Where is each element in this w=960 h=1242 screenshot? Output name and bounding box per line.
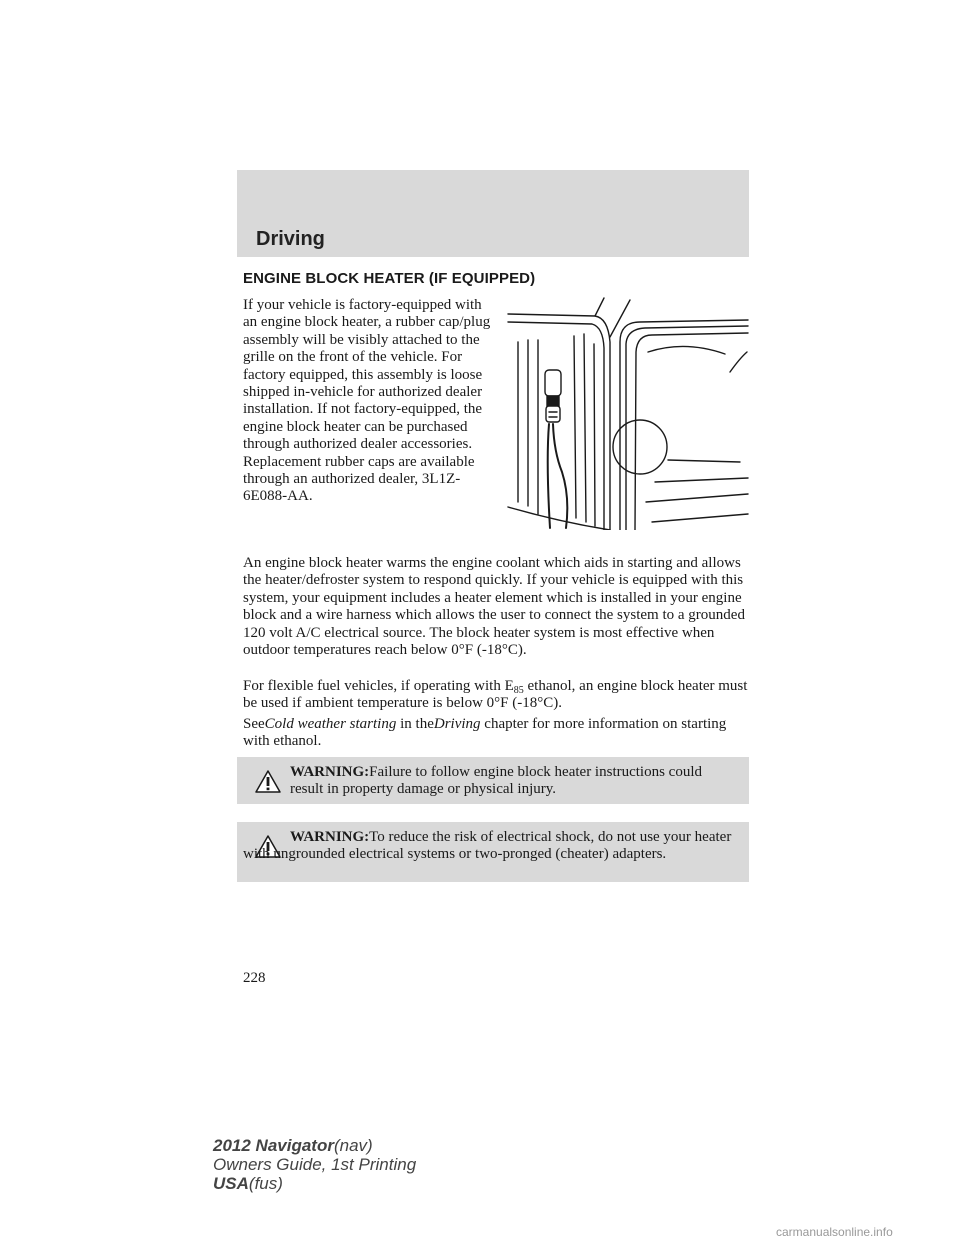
in-the-text: in the: [400, 716, 434, 732]
footer-model: 2012 Navigator: [213, 1136, 334, 1155]
print-footer: [213, 1136, 416, 1193]
footer-line-2: Owners Guide, 1st Printing: [213, 1155, 417, 1174]
see-also-paragraph: [243, 716, 749, 751]
warning-text: [243, 829, 733, 864]
driving-chapter-reference: Driving: [433, 716, 481, 732]
flex-fuel-paragraph: [243, 678, 749, 713]
watermark: carmanualsonline.info: [776, 1225, 893, 1239]
engine-block-heater-illustration: [500, 292, 750, 530]
warning-box-electrical-shock: [237, 822, 749, 882]
footer-market-code: (fus): [248, 1174, 283, 1193]
flex-fuel-text: For flexible fuel vehicles, if operating with E: [243, 678, 514, 694]
ethanol-subscript: 85: [513, 685, 524, 696]
block-heater-paragraph: An engine block heater warms the engine coolant which aids in starting and allows the heater/defroster system to respond quickly. If your vehicle is equipped with this system, your equipment includes a heater element which is installed in your engine block and a wire harness which allows the user to connect the system to a grounded 120 volt A/C electrical source. The block heater system is most effective when outdoor temperatures reach below 0°F (-18°C).: [243, 555, 745, 659]
footer-market: USA: [213, 1174, 249, 1193]
see-text: See: [243, 716, 265, 732]
warning-triangle-icon: [254, 769, 282, 794]
page-number: 228: [243, 970, 266, 986]
footer-model-code: (nav): [333, 1136, 373, 1155]
section-heading: ENGINE BLOCK HEATER (IF EQUIPPED): [243, 270, 536, 287]
cold-weather-reference: Cold weather starting: [264, 716, 397, 732]
warning-label: WARNING:: [290, 764, 370, 780]
warning-message: Failure to follow engine block heater instructions could result in property damage or physical injury.: [290, 764, 703, 798]
warning-text: [290, 764, 730, 799]
intro-paragraph: If your vehicle is factory-equipped with an engine block heater, a rubber cap/plug assembly will be visibly attached to the grille on the front of the vehicle. For factory equipped, this assembly is loose shipped in-vehicle for authorized dealer installation. If not factory-equipped, the engine block heater can be purchased through authorized dealer accessories. Replacement rubber caps are available through an authorized dealer, 3L1Z-6E088-AA.: [243, 297, 491, 505]
warning-box-property-damage: [237, 757, 749, 804]
footer-line-3: [213, 1174, 416, 1193]
warning-label: WARNING:: [290, 829, 370, 845]
footer-line-1: [213, 1136, 416, 1155]
section-title: Driving: [256, 228, 325, 250]
warning-message: To reduce the risk of electrical shock, do not use your heater with ungrounded electrical systems or two-pronged (cheater) adapters.: [243, 829, 732, 863]
see-also-text: chapter for more information on starting with ethanol.: [243, 716, 727, 750]
flex-fuel-text-cont: ethanol, an engine block heater must be used if ambient temperature is below 0°F (-18°C).: [243, 678, 748, 712]
